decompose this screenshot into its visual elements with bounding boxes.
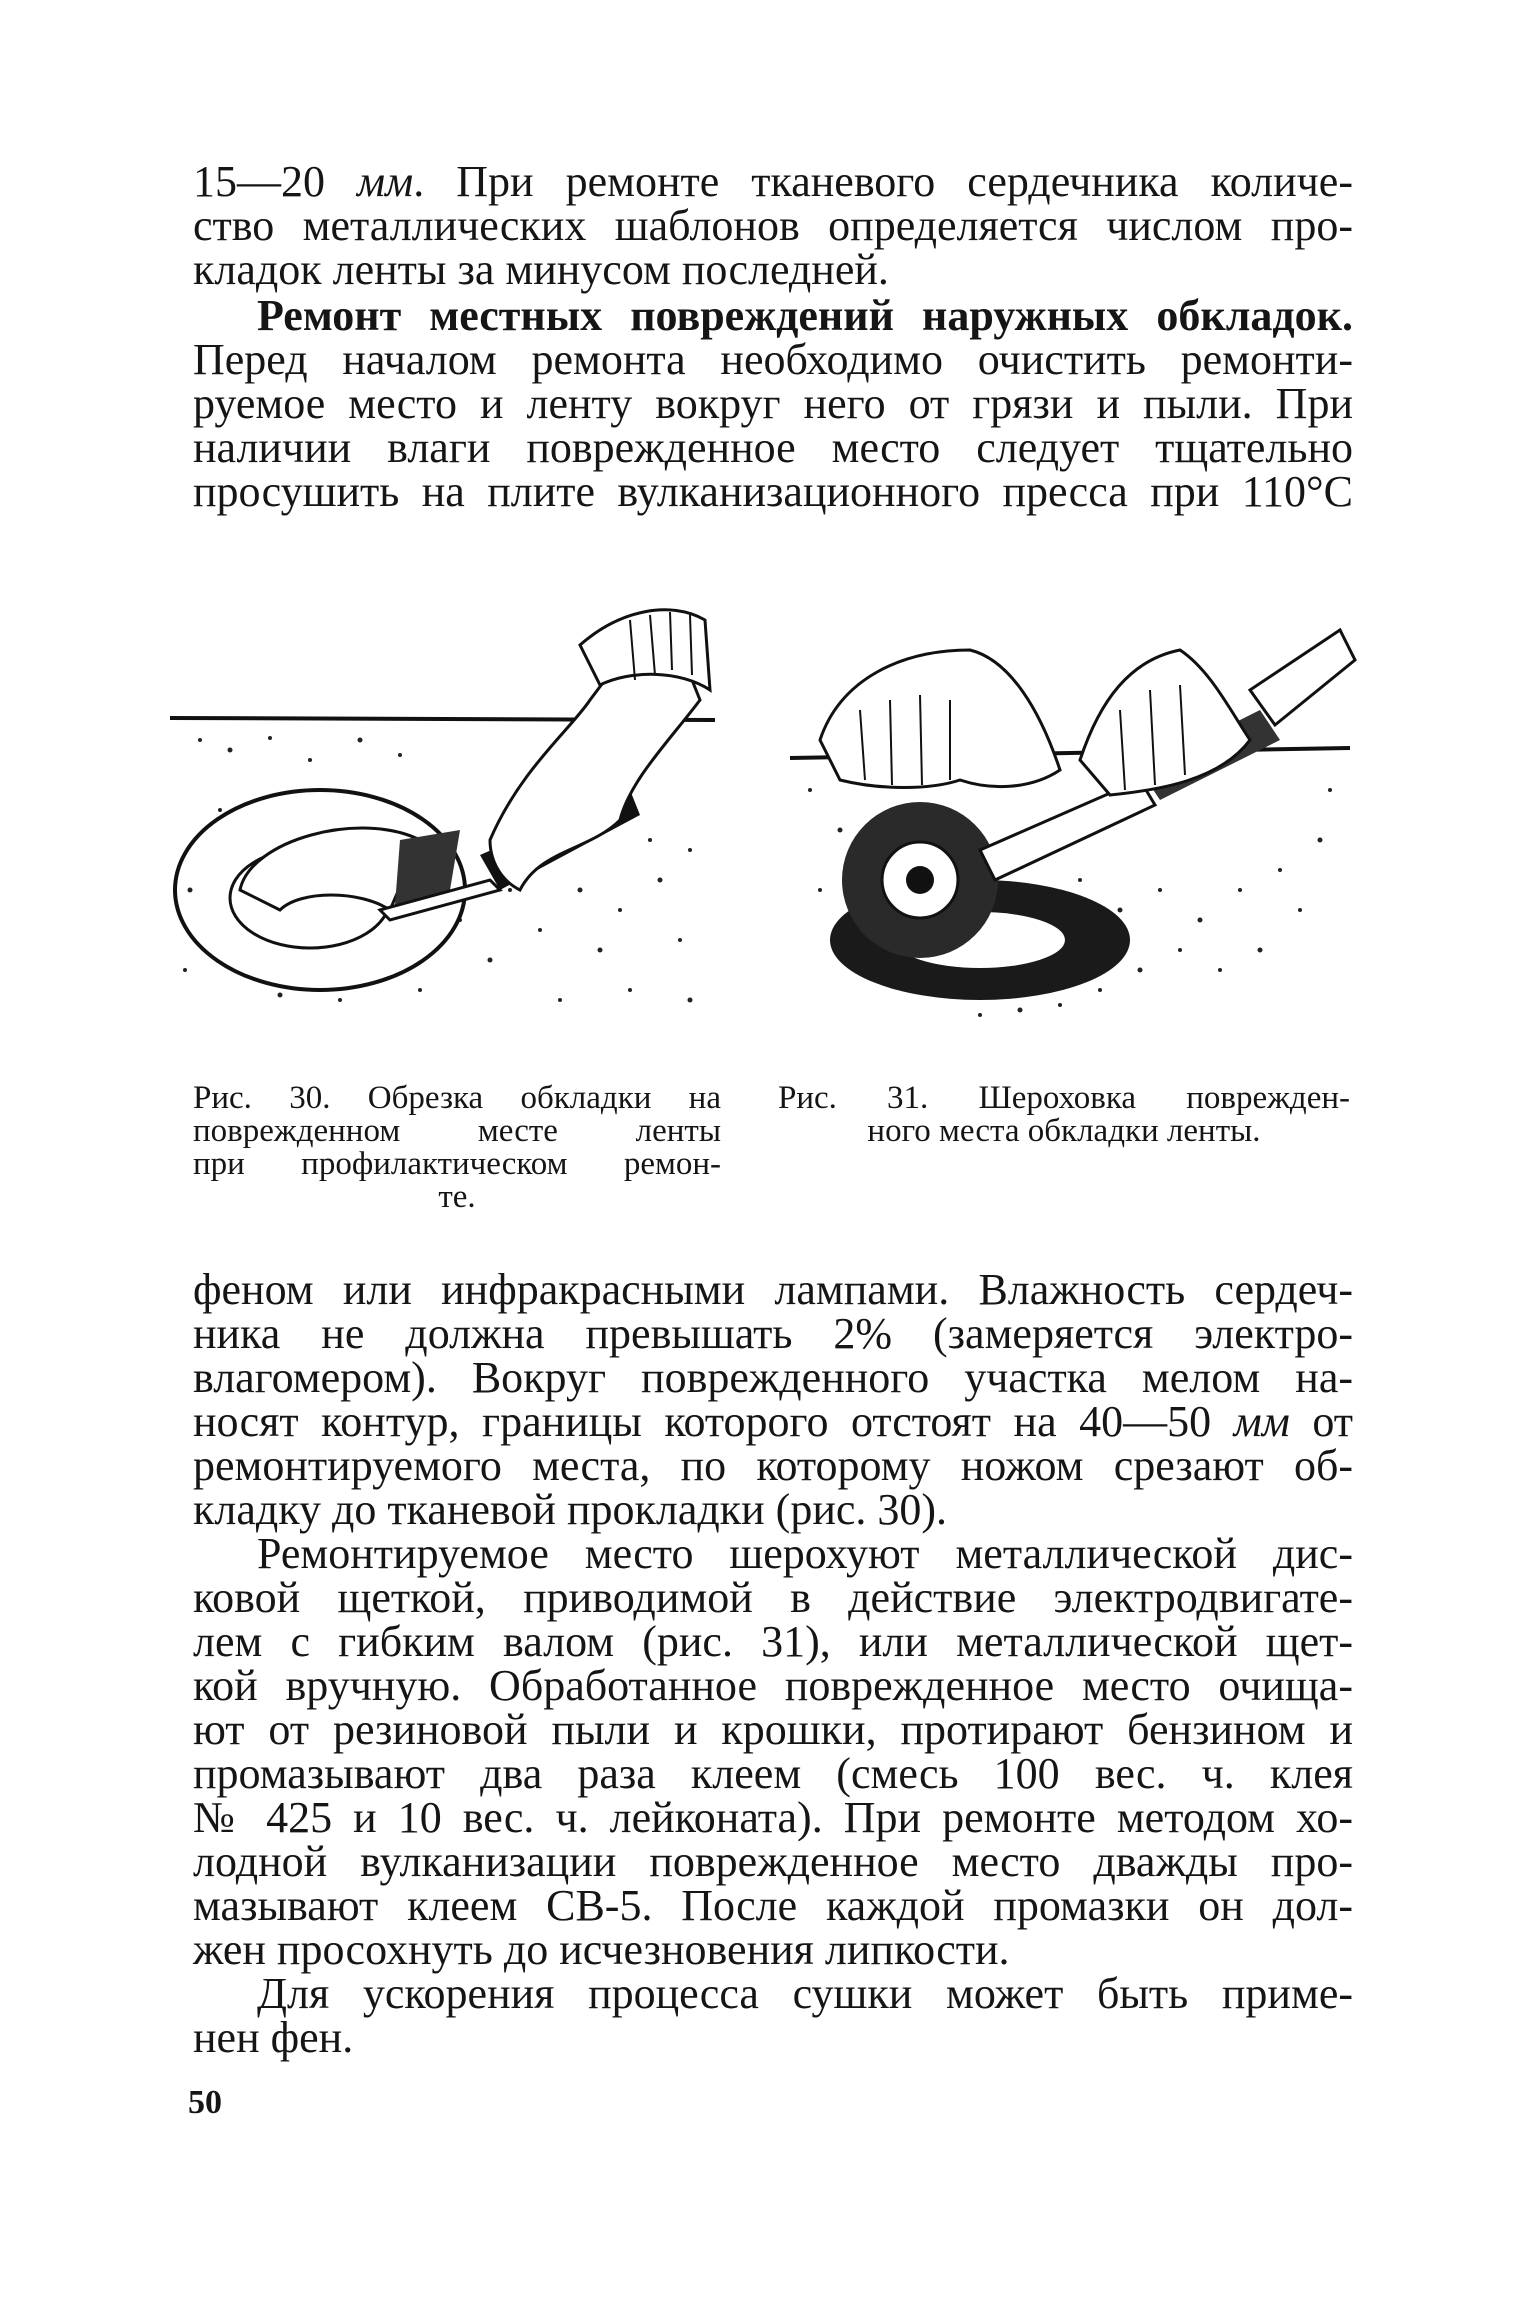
- belt-brushing-illustration: [780, 590, 1360, 1030]
- page-number: 50: [188, 2084, 222, 2121]
- text-line: просушить на плите вулканизационного пресса при 110°С: [193, 467, 1353, 516]
- text-line: кой вручную. Обработанное поврежденное место очища-: [193, 1661, 1353, 1710]
- caption-line: поврежденном месте ленты: [193, 1113, 721, 1149]
- text-line: лем с гибким валом (рис. 31), или металлической щет-: [193, 1617, 1353, 1666]
- caption-line: при профилактическом ремон-: [193, 1146, 721, 1182]
- body-paragraph-1: [193, 1265, 1353, 1534]
- text-line: ника не должна превышать 2% (замеряется электро-: [193, 1309, 1353, 1358]
- text-line: Перед началом ремонта необходимо очистить ремонти-: [193, 335, 1353, 384]
- figure-31-caption: [778, 1082, 1350, 1148]
- section-paragraph: [193, 291, 1353, 516]
- text-line: феном или инфракрасными лампами. Влажность сердеч-: [193, 1265, 1353, 1314]
- text-line: жен просохнуть до исчезновения липкости.: [193, 1925, 1010, 1974]
- body-paragraph-3: [193, 1969, 1353, 2062]
- section-heading-line: [193, 291, 1353, 340]
- caption-line: Рис. 31. Шероховка поврежден-: [778, 1080, 1350, 1116]
- caption-line: те.: [438, 1179, 476, 1215]
- belt-cutting-illustration: [160, 590, 720, 1030]
- top-paragraph: [193, 157, 1353, 294]
- text-line: кладок ленты за минусом последней.: [193, 245, 889, 294]
- text-line: промазывают два раза клеем (смесь 100 вес. ч. клея: [193, 1749, 1353, 1798]
- text-line: ремонтируемого места, по которому ножом срезают об-: [193, 1441, 1353, 1490]
- text-line: ковой щеткой, приводимой в действие электродвигате-: [193, 1573, 1353, 1622]
- text-line: Для ускорения процесса сушки может быть приме-: [257, 1969, 1353, 2018]
- text-line: Ремонтируемое место шерохуют металлической дис-: [257, 1529, 1353, 1578]
- caption-line: Рис. 30. Обрезка обкладки на: [193, 1080, 721, 1116]
- text-line: влагомером). Вокруг поврежденного участка мелом на-: [193, 1353, 1353, 1402]
- text-line: ют от резиновой пыли и крошки, протирают бензином и: [193, 1705, 1353, 1754]
- figure-30-caption: [193, 1082, 721, 1214]
- text-line: руемое место и ленту вокруг него от грязи и пыли. При: [193, 379, 1353, 428]
- text-line: мазывают клеем СВ-5. После каждой промазки он дол-: [193, 1881, 1353, 1930]
- section-heading: Ремонт местных повреждений наружных обкладок.: [257, 291, 1353, 340]
- text-line: носят контур, границы которого отстоят на 40—50 мм от: [193, 1397, 1353, 1446]
- text-line: лодной вулканизации поврежденное место дважды про-: [193, 1837, 1353, 1886]
- text-line: № 425 и 10 вес. ч. лейконата). При ремонте методом хо-: [193, 1793, 1353, 1842]
- text-line: наличии влаги поврежденное место следует тщательно: [193, 423, 1353, 472]
- body-paragraph-2: [193, 1529, 1353, 1974]
- text-line: нен фен.: [193, 2013, 354, 2062]
- caption-line: ного места обкладки ленты.: [867, 1113, 1261, 1149]
- text-line: кладку до тканевой прокладки (рис. 30).: [193, 1485, 948, 1534]
- text-line: ство металлических шаблонов определяется числом про-: [193, 201, 1353, 250]
- text-line: 15—20 мм. При ремонте тканевого сердечника количе-: [193, 157, 1353, 206]
